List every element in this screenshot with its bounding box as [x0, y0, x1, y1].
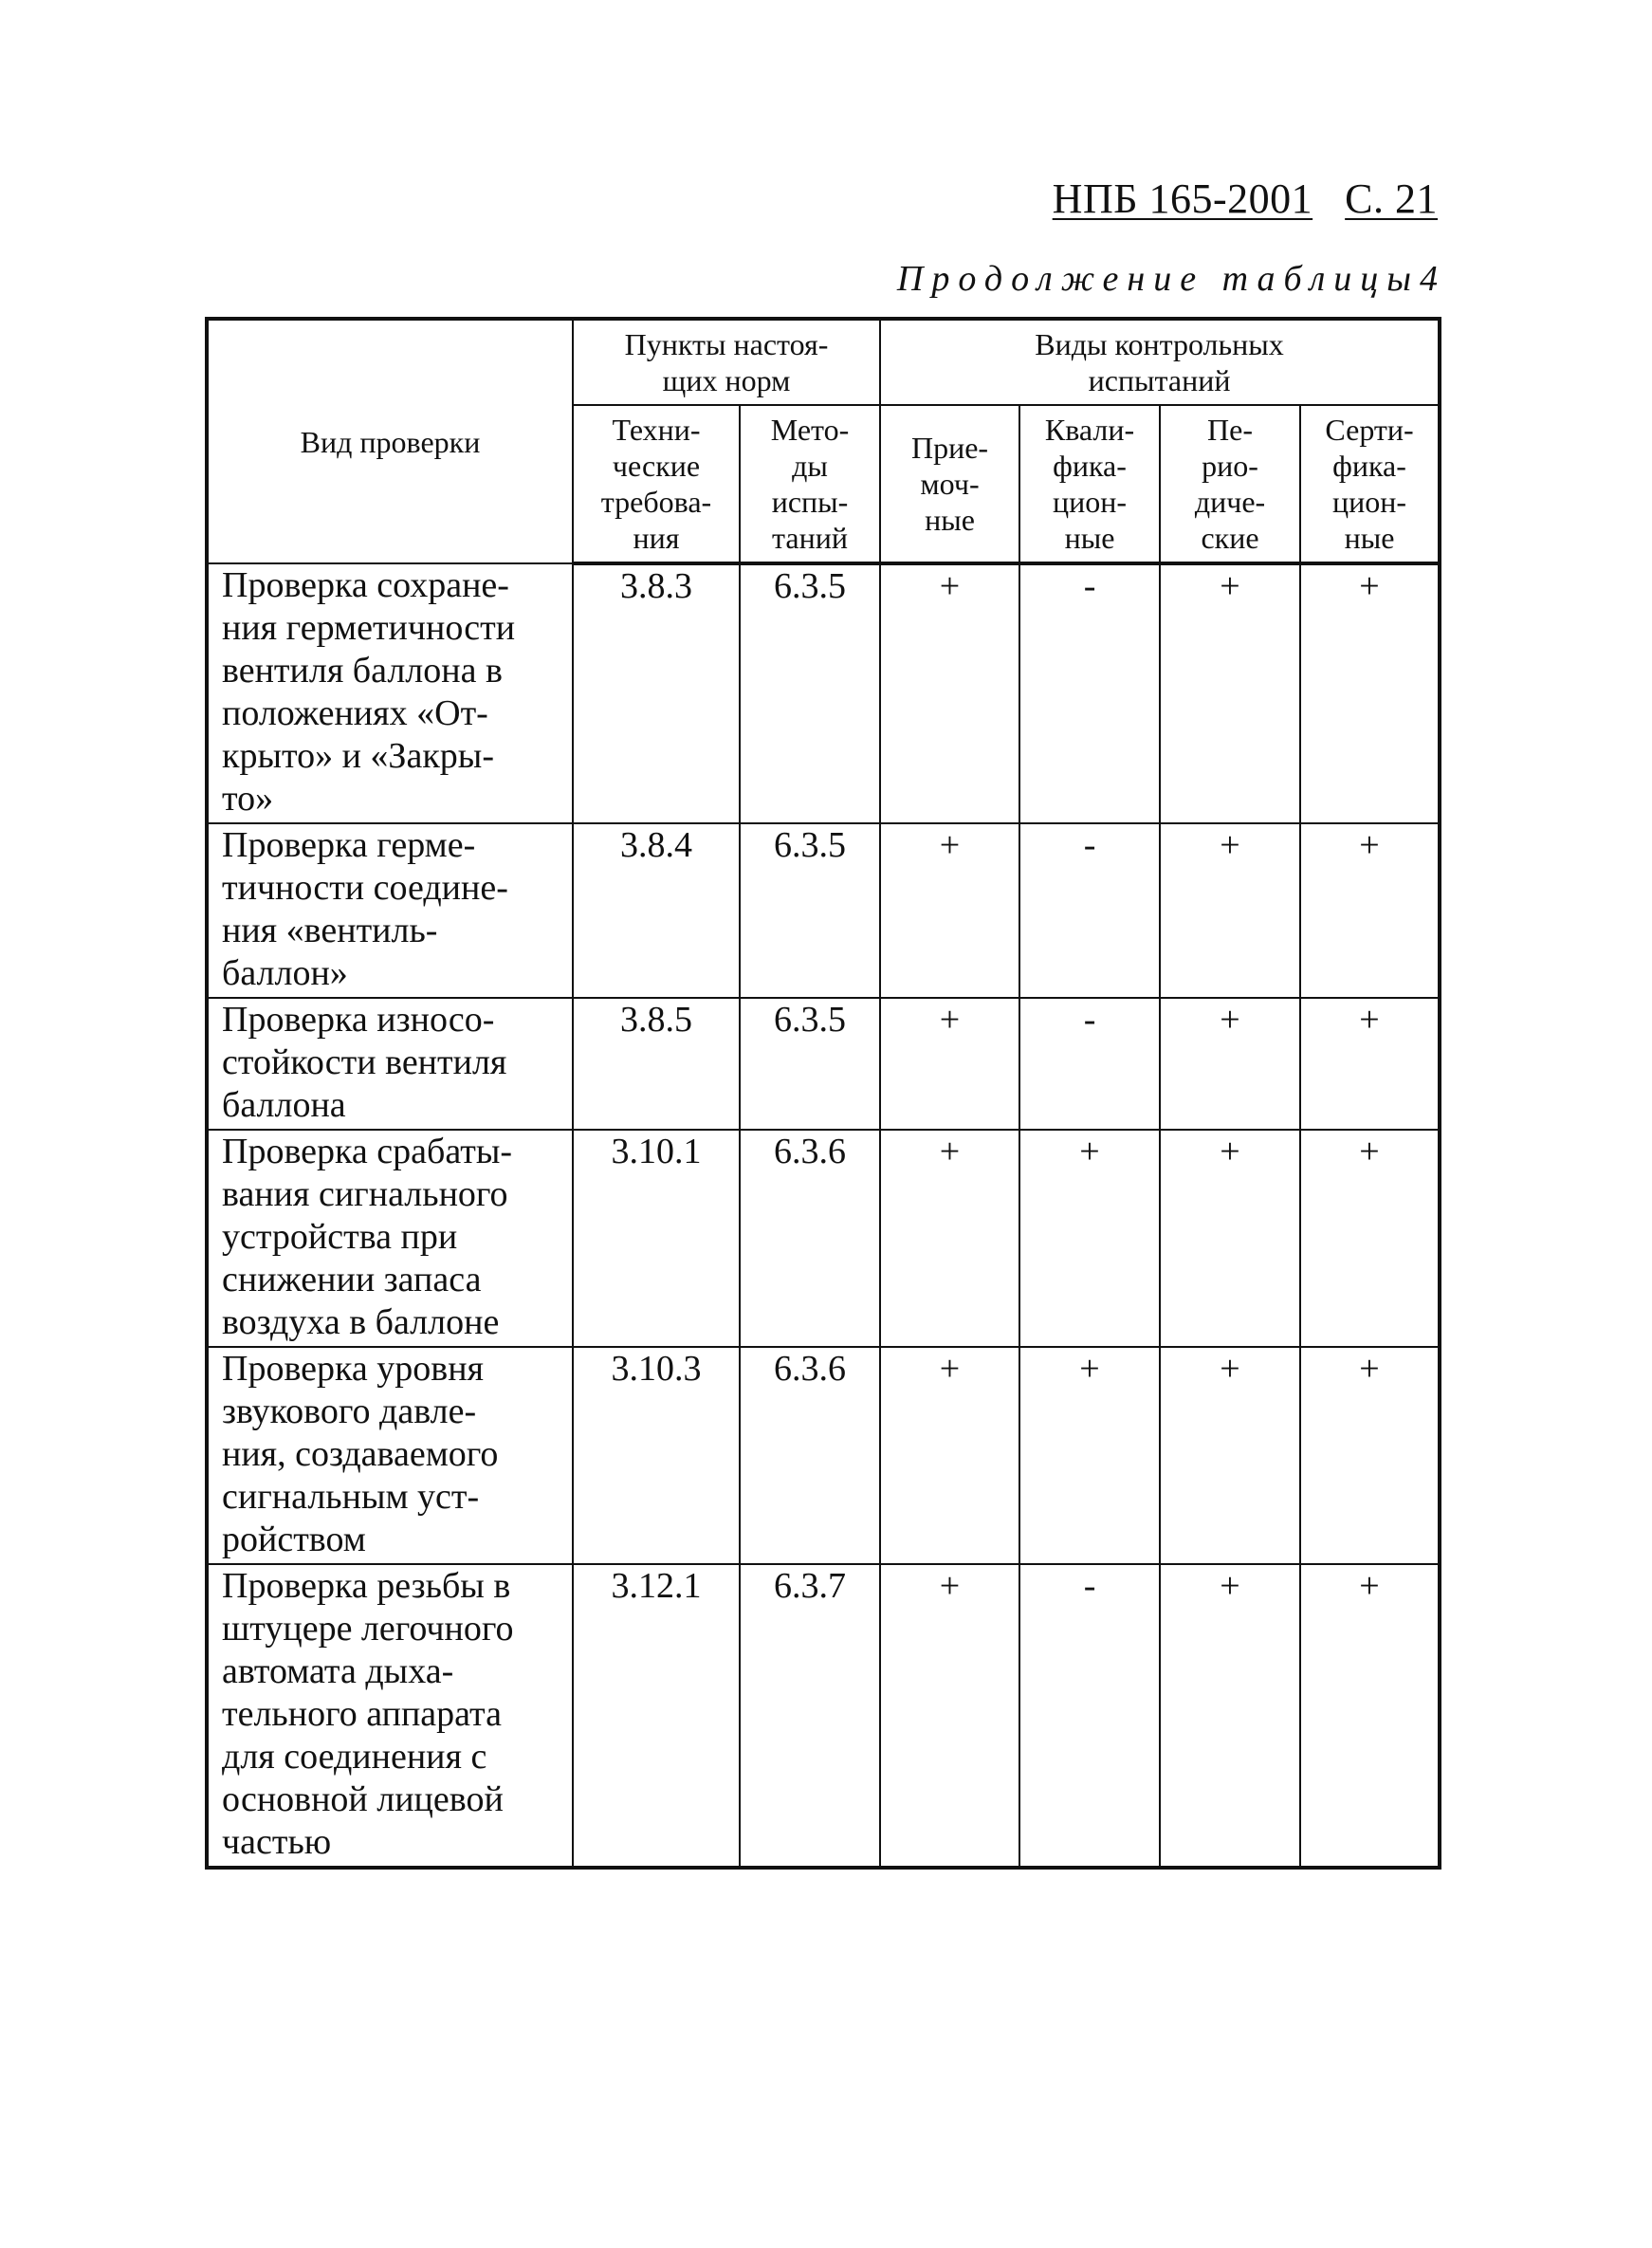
- table-header-row-1: [207, 319, 1440, 405]
- table-caption-number: 4: [1420, 259, 1438, 299]
- cell-tech-clause: 3.8.5: [573, 998, 740, 1130]
- table-row: [207, 563, 1440, 823]
- header-clauses-group: Пункты настоя- щих норм: [573, 319, 880, 405]
- cell-tech-clause: 3.8.3: [573, 563, 740, 823]
- cell-periodic: +: [1160, 998, 1300, 1130]
- table-row: [207, 1130, 1440, 1347]
- cell-tech-clause: 3.8.4: [573, 823, 740, 998]
- cell-certification: +: [1300, 823, 1440, 998]
- cell-qualification: +: [1019, 1130, 1160, 1347]
- cell-method-clause: 6.3.6: [740, 1130, 880, 1347]
- cell-method-clause: 6.3.5: [740, 823, 880, 998]
- header-periodic: Пе- рио- диче- ские: [1160, 405, 1300, 563]
- cell-acceptance: +: [880, 563, 1019, 823]
- cell-method-clause: 6.3.5: [740, 998, 880, 1130]
- cell-method-clause: 6.3.5: [740, 563, 880, 823]
- cell-qualification: -: [1019, 563, 1160, 823]
- cell-certification: +: [1300, 1130, 1440, 1347]
- header-tests-group: Виды контрольных испытаний: [880, 319, 1440, 405]
- page-header: [1053, 175, 1438, 223]
- header-certification: Серти- фика- цион- ные: [1300, 405, 1440, 563]
- cell-check: Проверка срабаты- вания сигнального устройства при снижении запаса воздуха в баллоне: [207, 1130, 573, 1347]
- cell-certification: +: [1300, 1347, 1440, 1564]
- cell-certification: +: [1300, 1564, 1440, 1868]
- cell-acceptance: +: [880, 1130, 1019, 1347]
- cell-method-clause: 6.3.6: [740, 1347, 880, 1564]
- cell-check: Проверка резьбы в штуцере легочного автомата дыха- тельного аппарата для соединения с основной лицевой частью: [207, 1564, 573, 1868]
- cell-qualification: +: [1019, 1347, 1160, 1564]
- cell-certification: +: [1300, 998, 1440, 1130]
- cell-tech-clause: 3.10.1: [573, 1130, 740, 1347]
- cell-tech-clause: 3.10.3: [573, 1347, 740, 1564]
- cell-acceptance: +: [880, 1347, 1019, 1564]
- cell-tech-clause: 3.12.1: [573, 1564, 740, 1868]
- table-row: [207, 998, 1440, 1130]
- table-row: [207, 1564, 1440, 1868]
- header-acceptance: Прие- моч- ные: [880, 405, 1019, 563]
- header-check-type: Вид проверки: [207, 319, 573, 563]
- cell-acceptance: +: [880, 1564, 1019, 1868]
- header-test-methods: Мето- ды испы- таний: [740, 405, 880, 563]
- cell-periodic: +: [1160, 1347, 1300, 1564]
- page-number: С. 21: [1345, 175, 1438, 222]
- cell-qualification: -: [1019, 1564, 1160, 1868]
- cell-check: Проверка сохране- ния герметичности вентиля баллона в положениях «От- крыто» и «Закры- то»: [207, 563, 573, 823]
- cell-periodic: +: [1160, 1130, 1300, 1347]
- cell-acceptance: +: [880, 823, 1019, 998]
- cell-check: Проверка уровня звукового давле- ния, создаваемого сигнальным уст- ройством: [207, 1347, 573, 1564]
- cell-periodic: +: [1160, 1564, 1300, 1868]
- cell-qualification: -: [1019, 823, 1160, 998]
- header-tech-requirements: Техни- ческие требова- ния: [573, 405, 740, 563]
- cell-periodic: +: [1160, 563, 1300, 823]
- cell-method-clause: 6.3.7: [740, 1564, 880, 1868]
- cell-check: Проверка износо- стойкости вентиля баллона: [207, 998, 573, 1130]
- cell-check: Проверка герме- тичности соедине- ния «вентиль- баллон»: [207, 823, 573, 998]
- table-row: [207, 823, 1440, 998]
- header-qualification: Квали- фика- цион- ные: [1019, 405, 1160, 563]
- table-row: [207, 1347, 1440, 1564]
- cell-qualification: -: [1019, 998, 1160, 1130]
- document-code: НПБ 165-2001: [1052, 175, 1313, 222]
- norms-table: [205, 317, 1441, 1870]
- cell-acceptance: +: [880, 998, 1019, 1130]
- table-caption-text: Продолжение таблицы: [896, 259, 1420, 299]
- table-caption: [897, 258, 1438, 300]
- cell-certification: +: [1300, 563, 1440, 823]
- cell-periodic: +: [1160, 823, 1300, 998]
